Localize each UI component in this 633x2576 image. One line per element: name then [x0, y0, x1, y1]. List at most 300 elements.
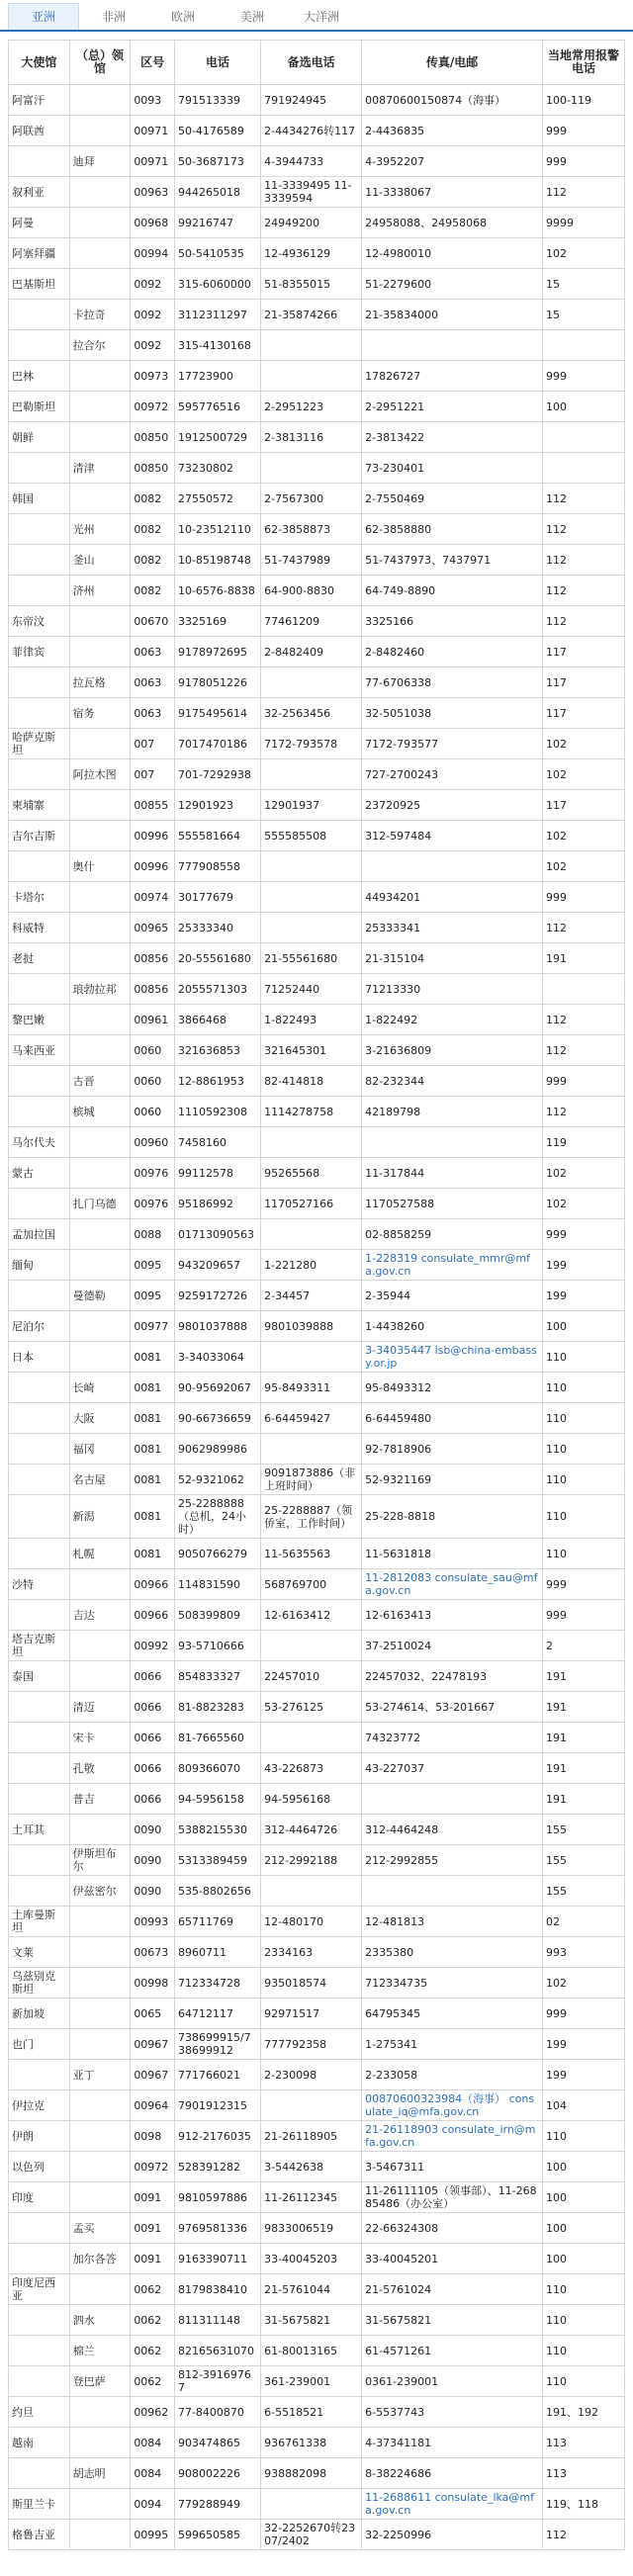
table-row — [9, 1845, 625, 1876]
table-cell: 999 — [543, 1569, 625, 1600]
table-cell: 110 — [543, 2274, 625, 2305]
table-cell: 568769700 — [261, 1569, 362, 1600]
table-cell: 02 — [543, 1907, 625, 1937]
table-cell: 712334735 — [362, 1968, 543, 1999]
table-cell: 22457010 — [261, 1661, 362, 1692]
table-cell: 6-64459427 — [261, 1403, 362, 1434]
table-cell — [261, 882, 362, 913]
table-row — [9, 1403, 625, 1434]
table-row — [9, 1876, 625, 1907]
table-cell — [9, 1373, 70, 1403]
table-cell: 936761338 — [261, 2428, 362, 2458]
table-row — [9, 1311, 625, 1342]
table-row — [9, 2366, 625, 2397]
table-cell: 112 — [543, 484, 625, 514]
table-cell — [9, 1434, 70, 1465]
table-cell — [261, 1342, 362, 1373]
table-cell: 117 — [543, 698, 625, 729]
table-cell: 0066 — [131, 1784, 175, 1815]
table-row — [9, 1784, 625, 1815]
table-cell: 199 — [543, 1250, 625, 1281]
table-cell: 53-274614、53-201667 — [362, 1692, 543, 1723]
table-row — [9, 484, 625, 514]
table-row — [9, 2213, 625, 2244]
table-cell: 777792358 — [261, 2029, 362, 2060]
table-cell: 0092 — [131, 300, 175, 330]
table-cell: 43-226873 — [261, 1753, 362, 1784]
table-cell: 25-2288887（领侨室，工作时间） — [261, 1495, 362, 1539]
table-cell: 155 — [543, 1876, 625, 1907]
table-cell: 朝鲜 — [9, 422, 70, 453]
table-cell: 孟买 — [69, 2213, 131, 2244]
table-cell: 52-9321062 — [174, 1465, 260, 1495]
table-cell: 64795345 — [362, 1999, 543, 2029]
tab-region[interactable]: 大洋洲 — [303, 10, 339, 24]
table-cell — [69, 2274, 131, 2305]
table-cell — [69, 2397, 131, 2428]
table-row — [9, 1005, 625, 1035]
table-cell: 0095 — [131, 1281, 175, 1311]
table-cell: 00673 — [131, 1937, 175, 1968]
table-cell: 33-40045203 — [261, 2244, 362, 2274]
table-cell: 94-5956168 — [261, 1784, 362, 1815]
table-cell: 119 — [543, 1127, 625, 1158]
table-cell: 00971 — [131, 146, 175, 177]
table-cell: 2-7550469 — [362, 484, 543, 514]
table-cell — [9, 1281, 70, 1311]
table-cell: 也门 — [9, 2029, 70, 2060]
table-cell — [69, 2182, 131, 2213]
table-cell: 110 — [543, 1373, 625, 1403]
table-cell: 00993 — [131, 1907, 175, 1937]
table-cell — [69, 1342, 131, 1373]
table-cell — [261, 1219, 362, 1250]
table-cell: 00974 — [131, 882, 175, 913]
table-row — [9, 1692, 625, 1723]
table-row — [9, 821, 625, 851]
table-cell: 0066 — [131, 1661, 175, 1692]
table-cell: 82-232344 — [362, 1066, 543, 1097]
table-row — [9, 606, 625, 637]
table-cell: 999 — [543, 116, 625, 146]
table-cell: 321645301 — [261, 1035, 362, 1066]
table-cell: 738699915/738699912 — [174, 2029, 260, 2060]
table-cell: 5388215530 — [174, 1815, 260, 1845]
table-cell: 82-414818 — [261, 1066, 362, 1097]
table-cell: 100 — [543, 1311, 625, 1342]
table-cell: 993 — [543, 1937, 625, 1968]
table-cell: 2335380 — [362, 1937, 543, 1968]
table-cell: 新加坡 — [9, 1999, 70, 2029]
table-cell — [9, 1600, 70, 1631]
table-row — [9, 1434, 625, 1465]
table-cell: 科威特 — [9, 913, 70, 943]
table-cell — [362, 851, 543, 882]
table-cell: 51-8355015 — [261, 269, 362, 300]
table-cell: 4-3944733 — [261, 146, 362, 177]
table-cell: 64712117 — [174, 1999, 260, 2029]
table-cell: 903474865 — [174, 2428, 260, 2458]
table-cell: 155 — [543, 1815, 625, 1845]
table-row — [9, 2336, 625, 2366]
table-cell: 00971 — [131, 116, 175, 146]
table-cell: 7017470186 — [174, 729, 260, 759]
table-cell: 11-2688611 consulate_lka@mfa.gov.cn — [362, 2489, 543, 2520]
table-row — [9, 2121, 625, 2152]
table-cell — [362, 1784, 543, 1815]
table-row — [9, 1219, 625, 1250]
table-cell: 土库曼斯坦 — [9, 1907, 70, 1937]
tab-region[interactable]: 亚洲 — [8, 3, 79, 30]
table-cell: 0095 — [131, 1250, 175, 1281]
table-cell: 1114278758 — [261, 1097, 362, 1127]
table-cell: 巴基斯坦 — [9, 269, 70, 300]
table-cell: 奥什 — [69, 851, 131, 882]
table-cell: 0082 — [131, 576, 175, 606]
table-cell: 00972 — [131, 392, 175, 422]
table-cell: 2334163 — [261, 1937, 362, 1968]
table-cell: 0066 — [131, 1753, 175, 1784]
table-cell: 00856 — [131, 943, 175, 974]
table-cell — [69, 1631, 131, 1661]
table-cell: 0092 — [131, 330, 175, 361]
table-cell: 102 — [543, 759, 625, 790]
table-cell — [261, 1631, 362, 1661]
table-cell: 191、192 — [543, 2397, 625, 2428]
table-cell: 81-8823283 — [174, 1692, 260, 1723]
table-cell: 11-5635563 — [261, 1539, 362, 1569]
table-cell: 9999 — [543, 208, 625, 238]
table-cell: 21-55561680 — [261, 943, 362, 974]
table-cell: 0060 — [131, 1035, 175, 1066]
table-cell: 8960711 — [174, 1937, 260, 1968]
table-cell — [69, 729, 131, 759]
table-cell: 62-3858880 — [362, 514, 543, 545]
table-cell — [69, 2029, 131, 2060]
table-cell: 2-35944 — [362, 1281, 543, 1311]
table-cell: 蒙古 — [9, 1158, 70, 1189]
table-row — [9, 1495, 625, 1539]
table-cell: 112 — [543, 514, 625, 545]
tab-region[interactable]: 非洲 — [101, 10, 126, 24]
table-row — [9, 453, 625, 484]
table-cell — [9, 1066, 70, 1097]
table-cell: 约旦 — [9, 2397, 70, 2428]
table-cell: 112 — [543, 545, 625, 576]
table-cell: 00850 — [131, 453, 175, 484]
table-cell — [9, 2458, 70, 2489]
table-cell: 光州 — [69, 514, 131, 545]
tab-region[interactable]: 美洲 — [239, 10, 264, 24]
table-cell: 12-8861953 — [174, 1066, 260, 1097]
table-cell: 越南 — [9, 2428, 70, 2458]
table-cell: 528391282 — [174, 2152, 260, 2182]
table-cell — [9, 1097, 70, 1127]
table-row — [9, 392, 625, 422]
table-cell: 新潟 — [69, 1495, 131, 1539]
table-cell: 0082 — [131, 514, 175, 545]
table-cell: 102 — [543, 238, 625, 269]
table-cell — [543, 422, 625, 453]
table-row — [9, 1373, 625, 1403]
table-cell: 999 — [543, 882, 625, 913]
table-cell: 21-35874266 — [261, 300, 362, 330]
table-cell: 81-7665560 — [174, 1723, 260, 1753]
table-cell — [9, 1876, 70, 1907]
table-cell: 112 — [543, 2520, 625, 2550]
table-cell: 2-4434276转117 — [261, 116, 362, 146]
table-cell — [69, 1127, 131, 1158]
table-cell: 00855 — [131, 790, 175, 821]
table-cell — [69, 85, 131, 116]
table-cell — [9, 2305, 70, 2336]
table-cell: 312-4464726 — [261, 1815, 362, 1845]
table-row — [9, 269, 625, 300]
table-row — [9, 1937, 625, 1968]
table-cell: 老挝 — [9, 943, 70, 974]
table-cell: 64-749-8890 — [362, 576, 543, 606]
table-cell: 宿务 — [69, 698, 131, 729]
table-row — [9, 300, 625, 330]
table-cell: 51-2279600 — [362, 269, 543, 300]
table-cell: 999 — [543, 146, 625, 177]
table-cell: 0093 — [131, 85, 175, 116]
table-cell — [9, 1723, 70, 1753]
table-cell — [362, 330, 543, 361]
table-cell: 00972 — [131, 2152, 175, 2182]
table-cell: 00962 — [131, 2397, 175, 2428]
table-cell: 加尔各答 — [69, 2244, 131, 2274]
table-cell: 99112578 — [174, 1158, 260, 1189]
table-cell: 2-34457 — [261, 1281, 362, 1311]
table-row — [9, 913, 625, 943]
table-cell: 71213330 — [362, 974, 543, 1005]
table-cell: 117 — [543, 667, 625, 698]
table-row — [9, 238, 625, 269]
table-cell: 112 — [543, 177, 625, 208]
table-cell: 21-26118903 consulate_irn@mfa.gov.cn — [362, 2121, 543, 2152]
table-cell — [69, 1661, 131, 1692]
table-cell: 8179838410 — [174, 2274, 260, 2305]
table-row — [9, 330, 625, 361]
table-row — [9, 1753, 625, 1784]
table-cell — [9, 1753, 70, 1784]
table-cell: 槟城 — [69, 1097, 131, 1127]
table-cell — [9, 514, 70, 545]
table-cell: 110 — [543, 2121, 625, 2152]
table-cell: 拉瓦格 — [69, 667, 131, 698]
table-cell: 62-3858873 — [261, 514, 362, 545]
table-cell: 00992 — [131, 1631, 175, 1661]
table-cell: 110 — [543, 2366, 625, 2397]
table-row — [9, 2090, 625, 2121]
table-cell: 92-7818906 — [362, 1434, 543, 1465]
table-cell: 191 — [543, 1723, 625, 1753]
table-cell: 112 — [543, 1005, 625, 1035]
table-cell — [69, 2090, 131, 2121]
table-cell: 叙利亚 — [9, 177, 70, 208]
table-cell: 22-66324308 — [362, 2213, 543, 2244]
table-cell — [9, 1539, 70, 1569]
table-cell: 10-85198748 — [174, 545, 260, 576]
table-cell: 315-4130168 — [174, 330, 260, 361]
table-cell: 9769581336 — [174, 2213, 260, 2244]
table-cell: 007 — [131, 759, 175, 790]
table-cell: 361-239001 — [261, 2366, 362, 2397]
table-cell — [69, 208, 131, 238]
table-cell: 0081 — [131, 1403, 175, 1434]
table-cell: 00996 — [131, 821, 175, 851]
table-cell — [69, 821, 131, 851]
table-row — [9, 2520, 625, 2550]
table-cell: 缅甸 — [9, 1250, 70, 1281]
table-cell: 2-8482460 — [362, 637, 543, 667]
table-row — [9, 1661, 625, 1692]
table-cell: 112 — [543, 1035, 625, 1066]
table-cell: 0081 — [131, 1495, 175, 1539]
table-cell: 312-4464248 — [362, 1815, 543, 1845]
table-cell: 吉达 — [69, 1600, 131, 1631]
table-cell: 944265018 — [174, 177, 260, 208]
table-cell — [69, 238, 131, 269]
table-row — [9, 1465, 625, 1495]
table-cell: 52-9321169 — [362, 1465, 543, 1495]
table-cell: 21-5761044 — [261, 2274, 362, 2305]
table-cell: 50-4176589 — [174, 116, 260, 146]
table-cell — [9, 698, 70, 729]
table-cell: 9175495614 — [174, 698, 260, 729]
table-cell: 65711769 — [174, 1907, 260, 1937]
table-cell: 00996 — [131, 851, 175, 882]
table-cell: 阿曼 — [9, 208, 70, 238]
table-cell: 21-5761024 — [362, 2274, 543, 2305]
table-cell — [69, 913, 131, 943]
table-row — [9, 361, 625, 392]
table-cell: 112 — [543, 606, 625, 637]
table-cell: 釜山 — [69, 545, 131, 576]
column-header: 备选电话 — [261, 41, 362, 85]
table-cell: 37-2510024 — [362, 1631, 543, 1661]
table-cell: 112 — [543, 913, 625, 943]
table-cell: 100 — [543, 392, 625, 422]
table-cell: 9833006519 — [261, 2213, 362, 2244]
table-cell: 771766021 — [174, 2060, 260, 2090]
table-cell: 1170527588 — [362, 1189, 543, 1219]
table-cell: 3-21636809 — [362, 1035, 543, 1066]
table-cell: 福冈 — [69, 1434, 131, 1465]
table-row — [9, 2152, 625, 2182]
table-cell: 12901937 — [261, 790, 362, 821]
table-cell: 21-26118905 — [261, 2121, 362, 2152]
table-cell — [9, 2244, 70, 2274]
table-cell: 卡拉奇 — [69, 300, 131, 330]
table-cell: 199 — [543, 2029, 625, 2060]
table-cell: 12-480170 — [261, 1907, 362, 1937]
table-cell: 阿富汗 — [9, 85, 70, 116]
table-cell: 吉尔吉斯 — [9, 821, 70, 851]
table-cell: 0084 — [131, 2458, 175, 2489]
table-cell: 71252440 — [261, 974, 362, 1005]
table-cell — [9, 2336, 70, 2366]
table-cell: 117 — [543, 790, 625, 821]
table-cell: 100 — [543, 2244, 625, 2274]
table-cell: 泗水 — [69, 2305, 131, 2336]
table-cell: 77-8400870 — [174, 2397, 260, 2428]
table-cell: 30177679 — [174, 882, 260, 913]
table-cell: 0081 — [131, 1373, 175, 1403]
table-cell: 1-228319 consulate_mmr@mfa.gov.cn — [362, 1250, 543, 1281]
table-cell: 札幌 — [69, 1539, 131, 1569]
table-cell: 11-2812083 consulate_sau@mfa.gov.cn — [362, 1569, 543, 1600]
table-cell: 6-64459480 — [362, 1403, 543, 1434]
table-cell: 黎巴嫩 — [9, 1005, 70, 1035]
table-cell: 77461209 — [261, 606, 362, 637]
table-row — [9, 2274, 625, 2305]
table-cell: 10-6576-8838 — [174, 576, 260, 606]
table-cell: 3112311297 — [174, 300, 260, 330]
table-row — [9, 943, 625, 974]
table-cell: 53-276125 — [261, 1692, 362, 1723]
table-cell — [261, 1434, 362, 1465]
table-row — [9, 1539, 625, 1569]
table-row — [9, 2458, 625, 2489]
table-row — [9, 1066, 625, 1097]
table-cell: 0091 — [131, 2244, 175, 2274]
column-header: （总）领馆 — [69, 41, 131, 85]
table-row — [9, 637, 625, 667]
table-cell: 0094 — [131, 2489, 175, 2520]
table-cell — [9, 453, 70, 484]
table-cell — [362, 1876, 543, 1907]
embassy-contact-table — [8, 40, 625, 2550]
table-header-row — [9, 41, 625, 85]
table-cell: 2-4436835 — [362, 116, 543, 146]
table-cell — [69, 790, 131, 821]
table-cell: 00964 — [131, 2090, 175, 2121]
table-cell: 济州 — [69, 576, 131, 606]
tab-region[interactable]: 欧洲 — [170, 10, 195, 24]
table-cell: 00870600150874（海事） — [362, 85, 543, 116]
table-cell: 191 — [543, 943, 625, 974]
table-cell: 2-2951223 — [261, 392, 362, 422]
table-cell: 2-230098 — [261, 2060, 362, 2090]
table-cell: 0062 — [131, 2336, 175, 2366]
table-cell: 12-4936129 — [261, 238, 362, 269]
table-cell: 1170527166 — [261, 1189, 362, 1219]
table-row — [9, 1569, 625, 1600]
table-cell: 阿联酋 — [9, 116, 70, 146]
table-cell — [69, 361, 131, 392]
table-cell: 25-228-8818 — [362, 1495, 543, 1539]
table-cell: 82165631070 — [174, 2336, 260, 2366]
table-cell — [9, 2213, 70, 2244]
table-cell — [9, 851, 70, 882]
table-cell — [9, 974, 70, 1005]
table-cell: 0361-239001 — [362, 2366, 543, 2397]
table-cell: 00976 — [131, 1189, 175, 1219]
table-cell: 9810597886 — [174, 2182, 260, 2213]
table-cell: 9801037888 — [174, 1311, 260, 1342]
table-cell — [69, 2489, 131, 2520]
table-cell: 0091 — [131, 2213, 175, 2244]
table-cell: 74323772 — [362, 1723, 543, 1753]
column-header: 区号 — [131, 41, 175, 85]
table-cell: 50-3687173 — [174, 146, 260, 177]
table-cell: 119、118 — [543, 2489, 625, 2520]
table-cell — [261, 1723, 362, 1753]
table-cell — [9, 667, 70, 698]
table-row — [9, 698, 625, 729]
